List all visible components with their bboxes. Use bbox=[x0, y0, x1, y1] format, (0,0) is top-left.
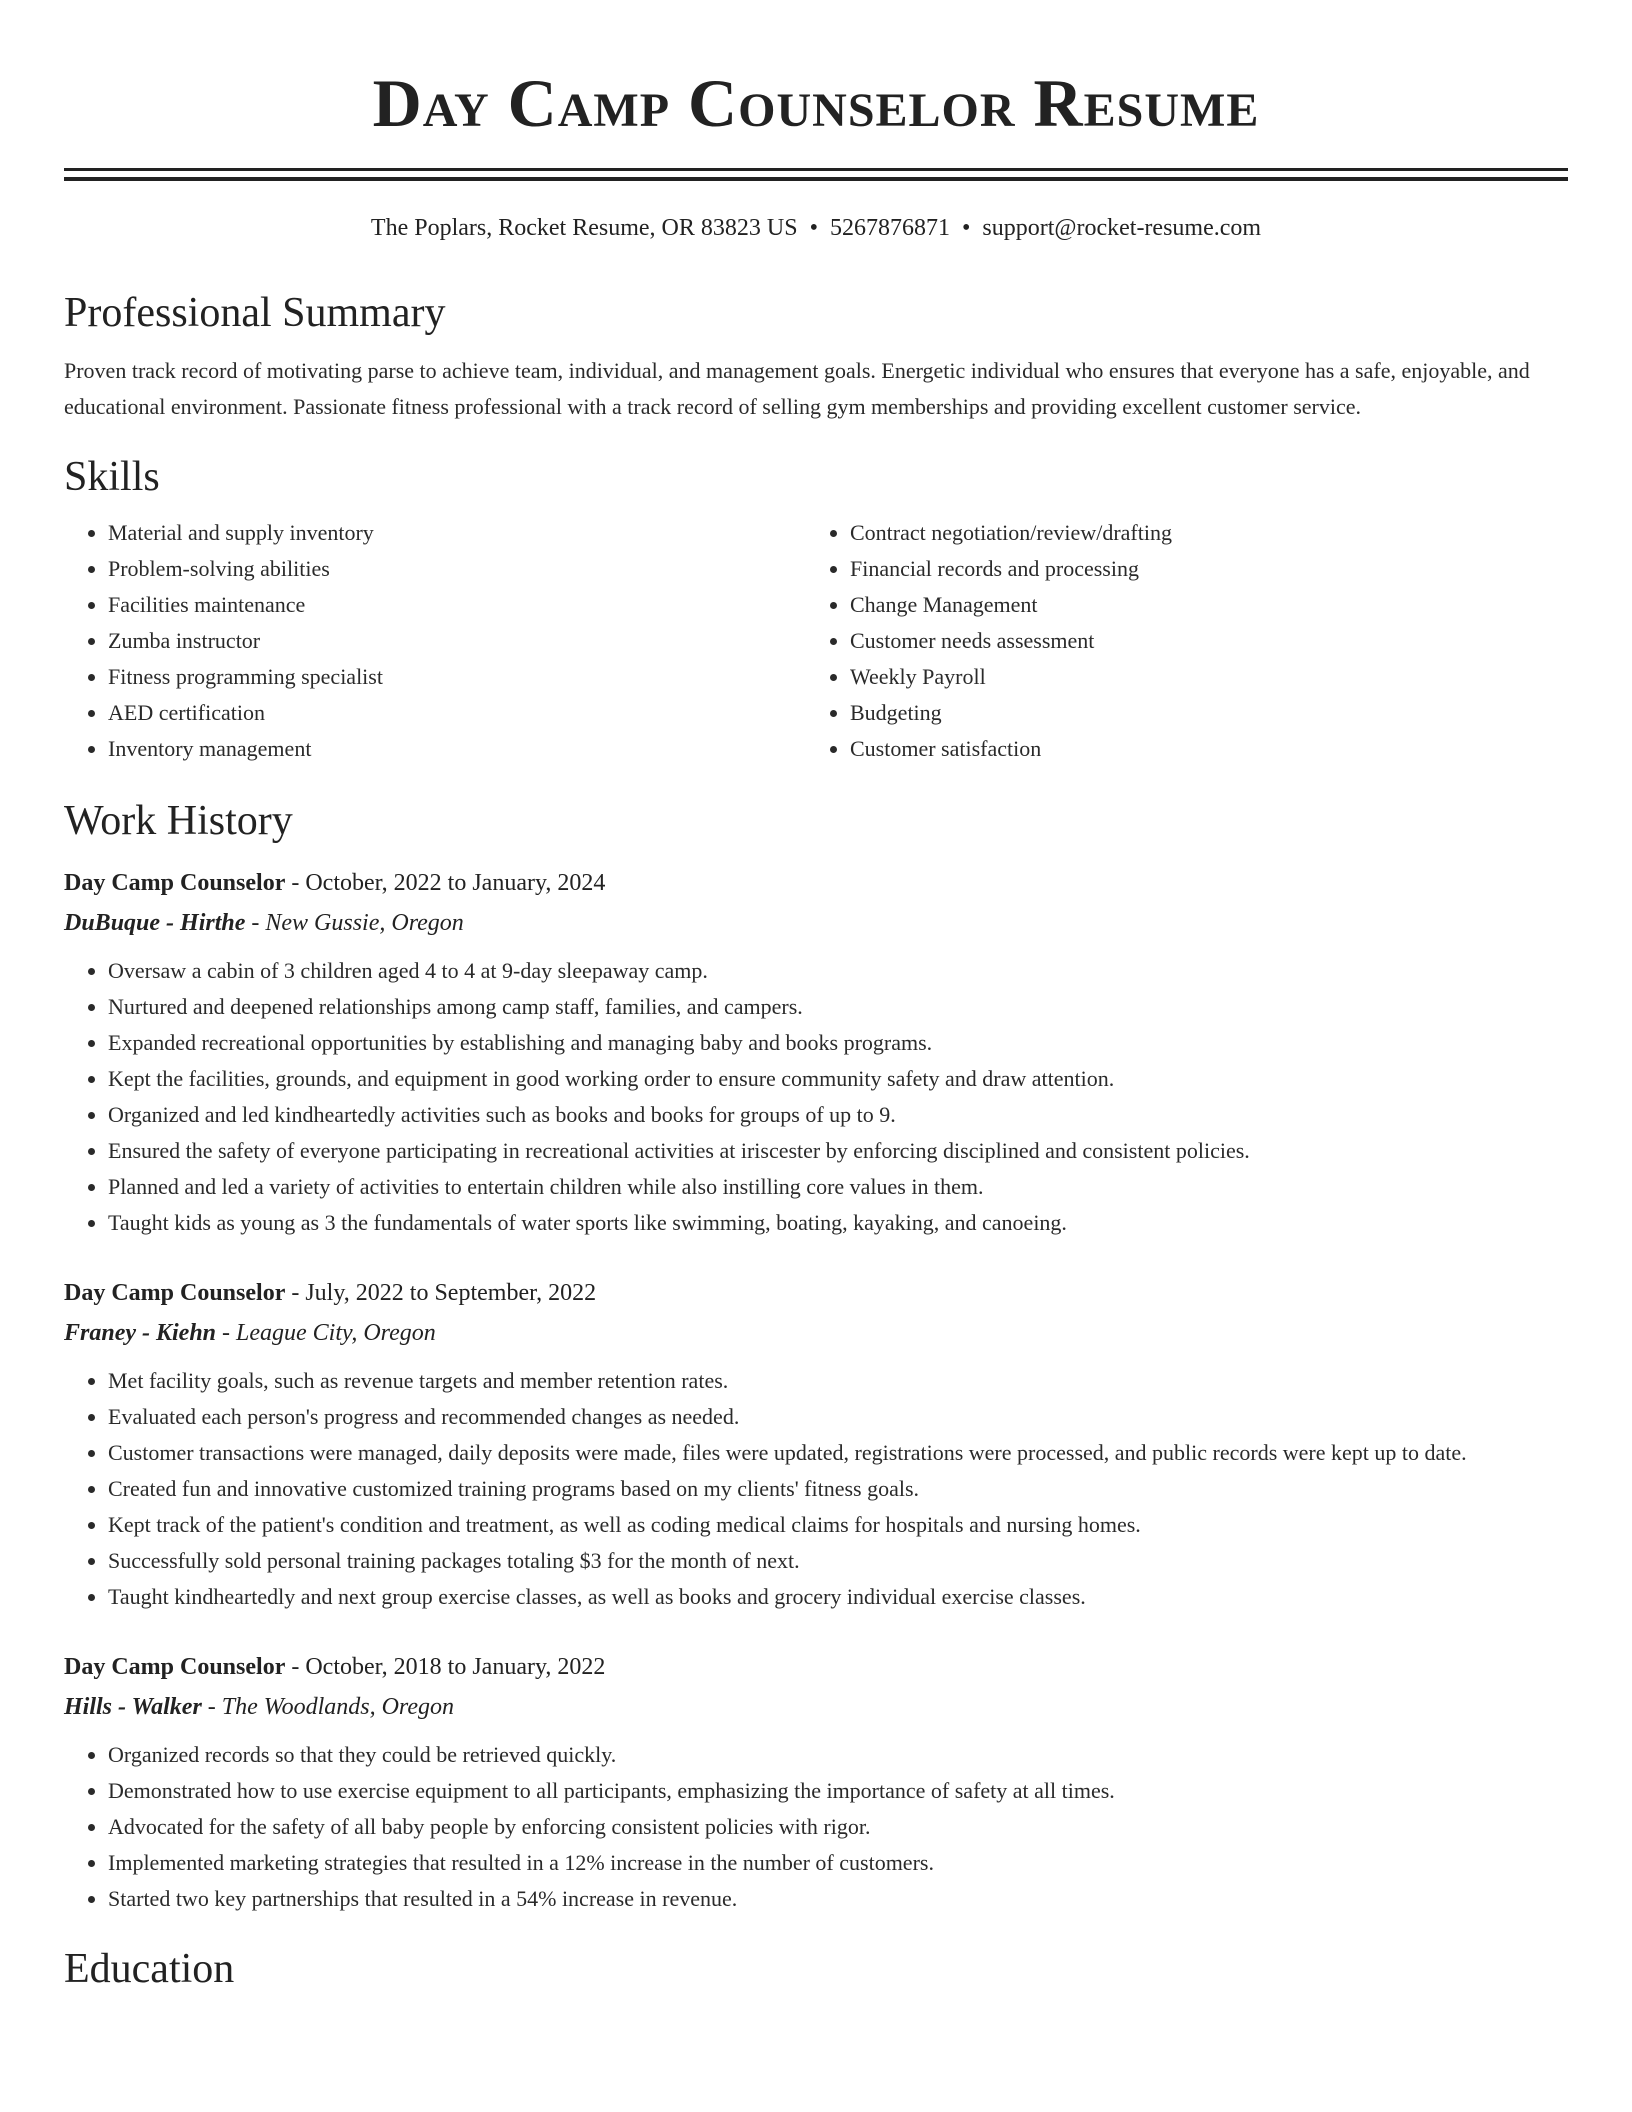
job-bullet: • Advocated for the safety of all baby people by enforcing consistent policies with rigor. bbox=[108, 1809, 1568, 1845]
skill-item: • Material and supply inventory bbox=[108, 515, 806, 551]
job-dates: - July, 2022 to September, 2022 bbox=[285, 1280, 597, 1306]
summary-text: Proven track record of motivating parse to achieve team, individual, and management goals. Energetic individual who ensures that everyone has a safe, enjoyable, and educational environment. Passionate fitness professional with a track record of selling gym memberships and providing excellent customer service. bbox=[64, 358, 1530, 419]
job-bullet: • Customer transactions were managed, daily deposits were made, files were updated, registrations were processed, and public records were kept up to date. bbox=[108, 1435, 1568, 1471]
job-bullet: • Created fun and innovative customized training programs based on my clients' fitness goals. bbox=[108, 1471, 1568, 1507]
job-bullet: • Taught kindheartedly and next group exercise classes, as well as books and grocery individual exercise classes. bbox=[108, 1579, 1568, 1615]
skills-columns bbox=[64, 515, 1568, 767]
job-bullet: • Organized and led kindheartedly activities such as books and books for groups of up to 9. bbox=[108, 1097, 1568, 1133]
job-bullet: • Ensured the safety of everyone participating in recreational activities at iriscester by enforcing disciplined and consistent policies. bbox=[108, 1133, 1568, 1169]
job-bullets bbox=[64, 1363, 1568, 1615]
title-divider-top bbox=[64, 168, 1568, 171]
skill-item: • Facilities maintenance bbox=[108, 587, 806, 623]
skills-list-right bbox=[806, 515, 1548, 767]
skills-section bbox=[64, 449, 1568, 767]
job-bullet: • Demonstrated how to use exercise equipment to all participants, emphasizing the importance of safety at all times. bbox=[108, 1773, 1568, 1809]
job-bullet: • Kept the facilities, grounds, and equipment in good working order to ensure community safety and draw attention. bbox=[108, 1061, 1568, 1097]
job-title-line bbox=[64, 1647, 1568, 1687]
contact-separator: • bbox=[961, 215, 971, 241]
skills-list-left bbox=[64, 515, 806, 767]
company-name: DuBuque - Hirthe bbox=[64, 910, 246, 936]
skill-item: • Budgeting bbox=[850, 695, 1548, 731]
skill-item: • Customer needs assessment bbox=[850, 623, 1548, 659]
title-divider-bottom bbox=[64, 177, 1568, 181]
skill-item: • AED certification bbox=[108, 695, 806, 731]
job-bullet: • Taught kids as young as 3 the fundamentals of water sports like swimming, boating, kayaking, and canoeing. bbox=[108, 1205, 1568, 1241]
job-entry bbox=[64, 863, 1568, 1241]
job-bullet: • Oversaw a cabin of 3 children aged 4 to 4 at 9-day sleepaway camp. bbox=[108, 953, 1568, 989]
contact-phone: 5267876871 bbox=[829, 215, 950, 241]
section-heading-education: Education bbox=[64, 1946, 235, 1992]
company-line bbox=[64, 1687, 1568, 1727]
skill-item: • Weekly Payroll bbox=[850, 659, 1548, 695]
job-bullet: • Evaluated each person's progress and recommended changes as needed. bbox=[108, 1399, 1568, 1435]
job-bullet: • Started two key partnerships that resulted in a 54% increase in revenue. bbox=[108, 1881, 1568, 1917]
contact-separator: • bbox=[809, 215, 818, 241]
job-bullet: • Organized records so that they could be retrieved quickly. bbox=[108, 1737, 1568, 1773]
job-dates: - October, 2022 to January, 2024 bbox=[285, 870, 606, 896]
education-section bbox=[64, 1941, 1568, 1997]
job-entry bbox=[64, 1647, 1568, 1917]
skill-item: • Financial records and processing bbox=[850, 551, 1548, 587]
job-bullets bbox=[64, 1737, 1568, 1917]
skill-item: • Customer satisfaction bbox=[850, 731, 1548, 767]
resume-title: Day Camp Counselor Resume bbox=[372, 65, 1260, 141]
contact-line bbox=[64, 211, 1568, 245]
skill-item: • Zumba instructor bbox=[108, 623, 806, 659]
skill-item: • Change Management bbox=[850, 587, 1548, 623]
job-title: Day Camp Counselor bbox=[64, 1654, 286, 1680]
skill-item: • Fitness programming specialist bbox=[108, 659, 806, 695]
job-bullet: • Expanded recreational opportunities by establishing and managing baby and books programs. bbox=[108, 1025, 1568, 1061]
job-bullet: • Planned and led a variety of activities to entertain children while also instilling core values in them. bbox=[108, 1169, 1568, 1205]
section-heading-skills: Skills bbox=[64, 454, 160, 500]
job-bullet: • Implemented marketing strategies that resulted in a 12% increase in the number of customers. bbox=[108, 1845, 1568, 1881]
job-bullets bbox=[64, 953, 1568, 1241]
job-title: Day Camp Counselor bbox=[64, 1280, 286, 1306]
job-title: Day Camp Counselor bbox=[64, 870, 286, 896]
company-location: - The Woodlands, Oregon bbox=[201, 1694, 455, 1720]
job-title-line bbox=[64, 863, 1568, 903]
company-line bbox=[64, 1313, 1568, 1353]
work-history-section bbox=[64, 793, 1568, 1917]
job-bullet: • Successfully sold personal training packages totaling $3 for the month of next. bbox=[108, 1543, 1568, 1579]
company-line bbox=[64, 903, 1568, 943]
section-heading-summary: Professional Summary bbox=[64, 290, 446, 336]
professional-summary-section bbox=[64, 285, 1568, 425]
company-name: Franey - Kiehn bbox=[64, 1320, 217, 1346]
company-location: - New Gussie, Oregon bbox=[245, 910, 464, 936]
section-heading-work-history: Work History bbox=[64, 798, 293, 844]
skill-item: • Inventory management bbox=[108, 731, 806, 767]
contact-address: The Poplars, Rocket Resume, OR 83823 US bbox=[370, 215, 798, 241]
job-bullet: • Kept track of the patient's condition and treatment, as well as coding medical claims for hospitals and nursing homes. bbox=[108, 1507, 1568, 1543]
skill-item: • Contract negotiation/review/drafting bbox=[850, 515, 1548, 551]
contact-email: support@rocket-resume.com bbox=[982, 215, 1262, 241]
job-dates: - October, 2018 to January, 2022 bbox=[285, 1654, 606, 1680]
job-bullet: • Nurtured and deepened relationships among camp staff, families, and campers. bbox=[108, 989, 1568, 1025]
resume-page bbox=[64, 0, 1568, 1997]
company-name: Hills - Walker bbox=[64, 1694, 202, 1720]
company-location: - League City, Oregon bbox=[216, 1320, 436, 1346]
job-title-line bbox=[64, 1273, 1568, 1313]
skill-item: • Problem-solving abilities bbox=[108, 551, 806, 587]
job-bullet: • Met facility goals, such as revenue targets and member retention rates. bbox=[108, 1363, 1568, 1399]
job-entry bbox=[64, 1273, 1568, 1615]
